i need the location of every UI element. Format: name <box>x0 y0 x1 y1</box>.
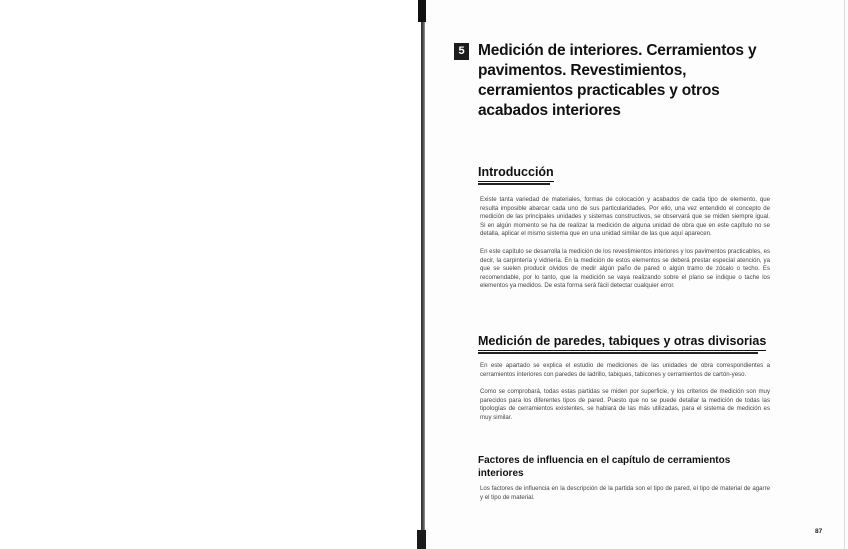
factores-paragraph: Los factores de influencia en la descripción de la partida son el tipo de pared, el tipo de material de agarre y el tipo de material. <box>480 485 770 501</box>
chapter-title: Medición de interiores. Cerramientos y pavimentos. Revestimientos, cerramientos practicables y otros acabados interiores <box>478 42 757 119</box>
paredes-paragraph-2: Como se comprobará, todas estas partidas se miden por superficie, y los criterios de medición son muy parecidos para los diferentes tipos de pared. Puesto que no se puede detallar la medición de todas las tipologías de cerramientos existentes, se hablará de las más utilizadas, para el sistema de medición es muy similar. <box>480 388 770 421</box>
introduccion-paragraph-2: En este capítulo se desarrolla la medición de los revestimientos interiores y los pavimentos practicables, es decir, la carpintería y vidriería. En la medición de estos elementos se deberá prestar especial atención, ya que se suelen producir olvidos de medir algún paño de pared o algún tramo de zócalo o techo. Es recomendable, por lo tanto, que la medición se vaya realizando sobre el plano se indique o tache los elementos ya medidos. De esta forma será fácil detectar cualquier error. <box>480 248 770 290</box>
paredes-paragraph-1: En este apartado se explica el estudio de mediciones de las unidades de obra correspondientes a cerramientos interiores con paredes de ladrillo, tabiques, tabicones y cerramientos de cartón-yeso. <box>480 362 770 378</box>
left-page <box>0 0 420 549</box>
section-heading-paredes: Medición de paredes, tabiques y otras divisorias <box>478 334 766 351</box>
page-number: 87 <box>815 528 823 535</box>
section-heading-introduccion: Introducción <box>478 165 554 182</box>
section-rule <box>478 183 550 185</box>
book-spine <box>421 0 425 549</box>
subsection-heading-factores: Factores de influencia en el capítulo de cerramientos interiores <box>478 455 731 479</box>
introduccion-paragraph-1: Existe tanta variedad de materiales, formas de colocación y acabados de cada tipo de elemento, que resulta imposible abarcar cada uno de sus particularidades. Por ello, una vez entendido el concepto de medición de las principales unidades y sistemas constructivos, se observará que se miden siempre igual. Si en algún momento se ha de realizar la medición de alguna unidad de obra que en este capítulo no se detalla, aplicar el mismo sistema que en una unidad similar de las que aquí aparecen. <box>480 196 770 238</box>
chapter-number-badge: 5 <box>454 43 469 60</box>
section-rule <box>478 352 758 354</box>
page-edge <box>844 0 845 549</box>
